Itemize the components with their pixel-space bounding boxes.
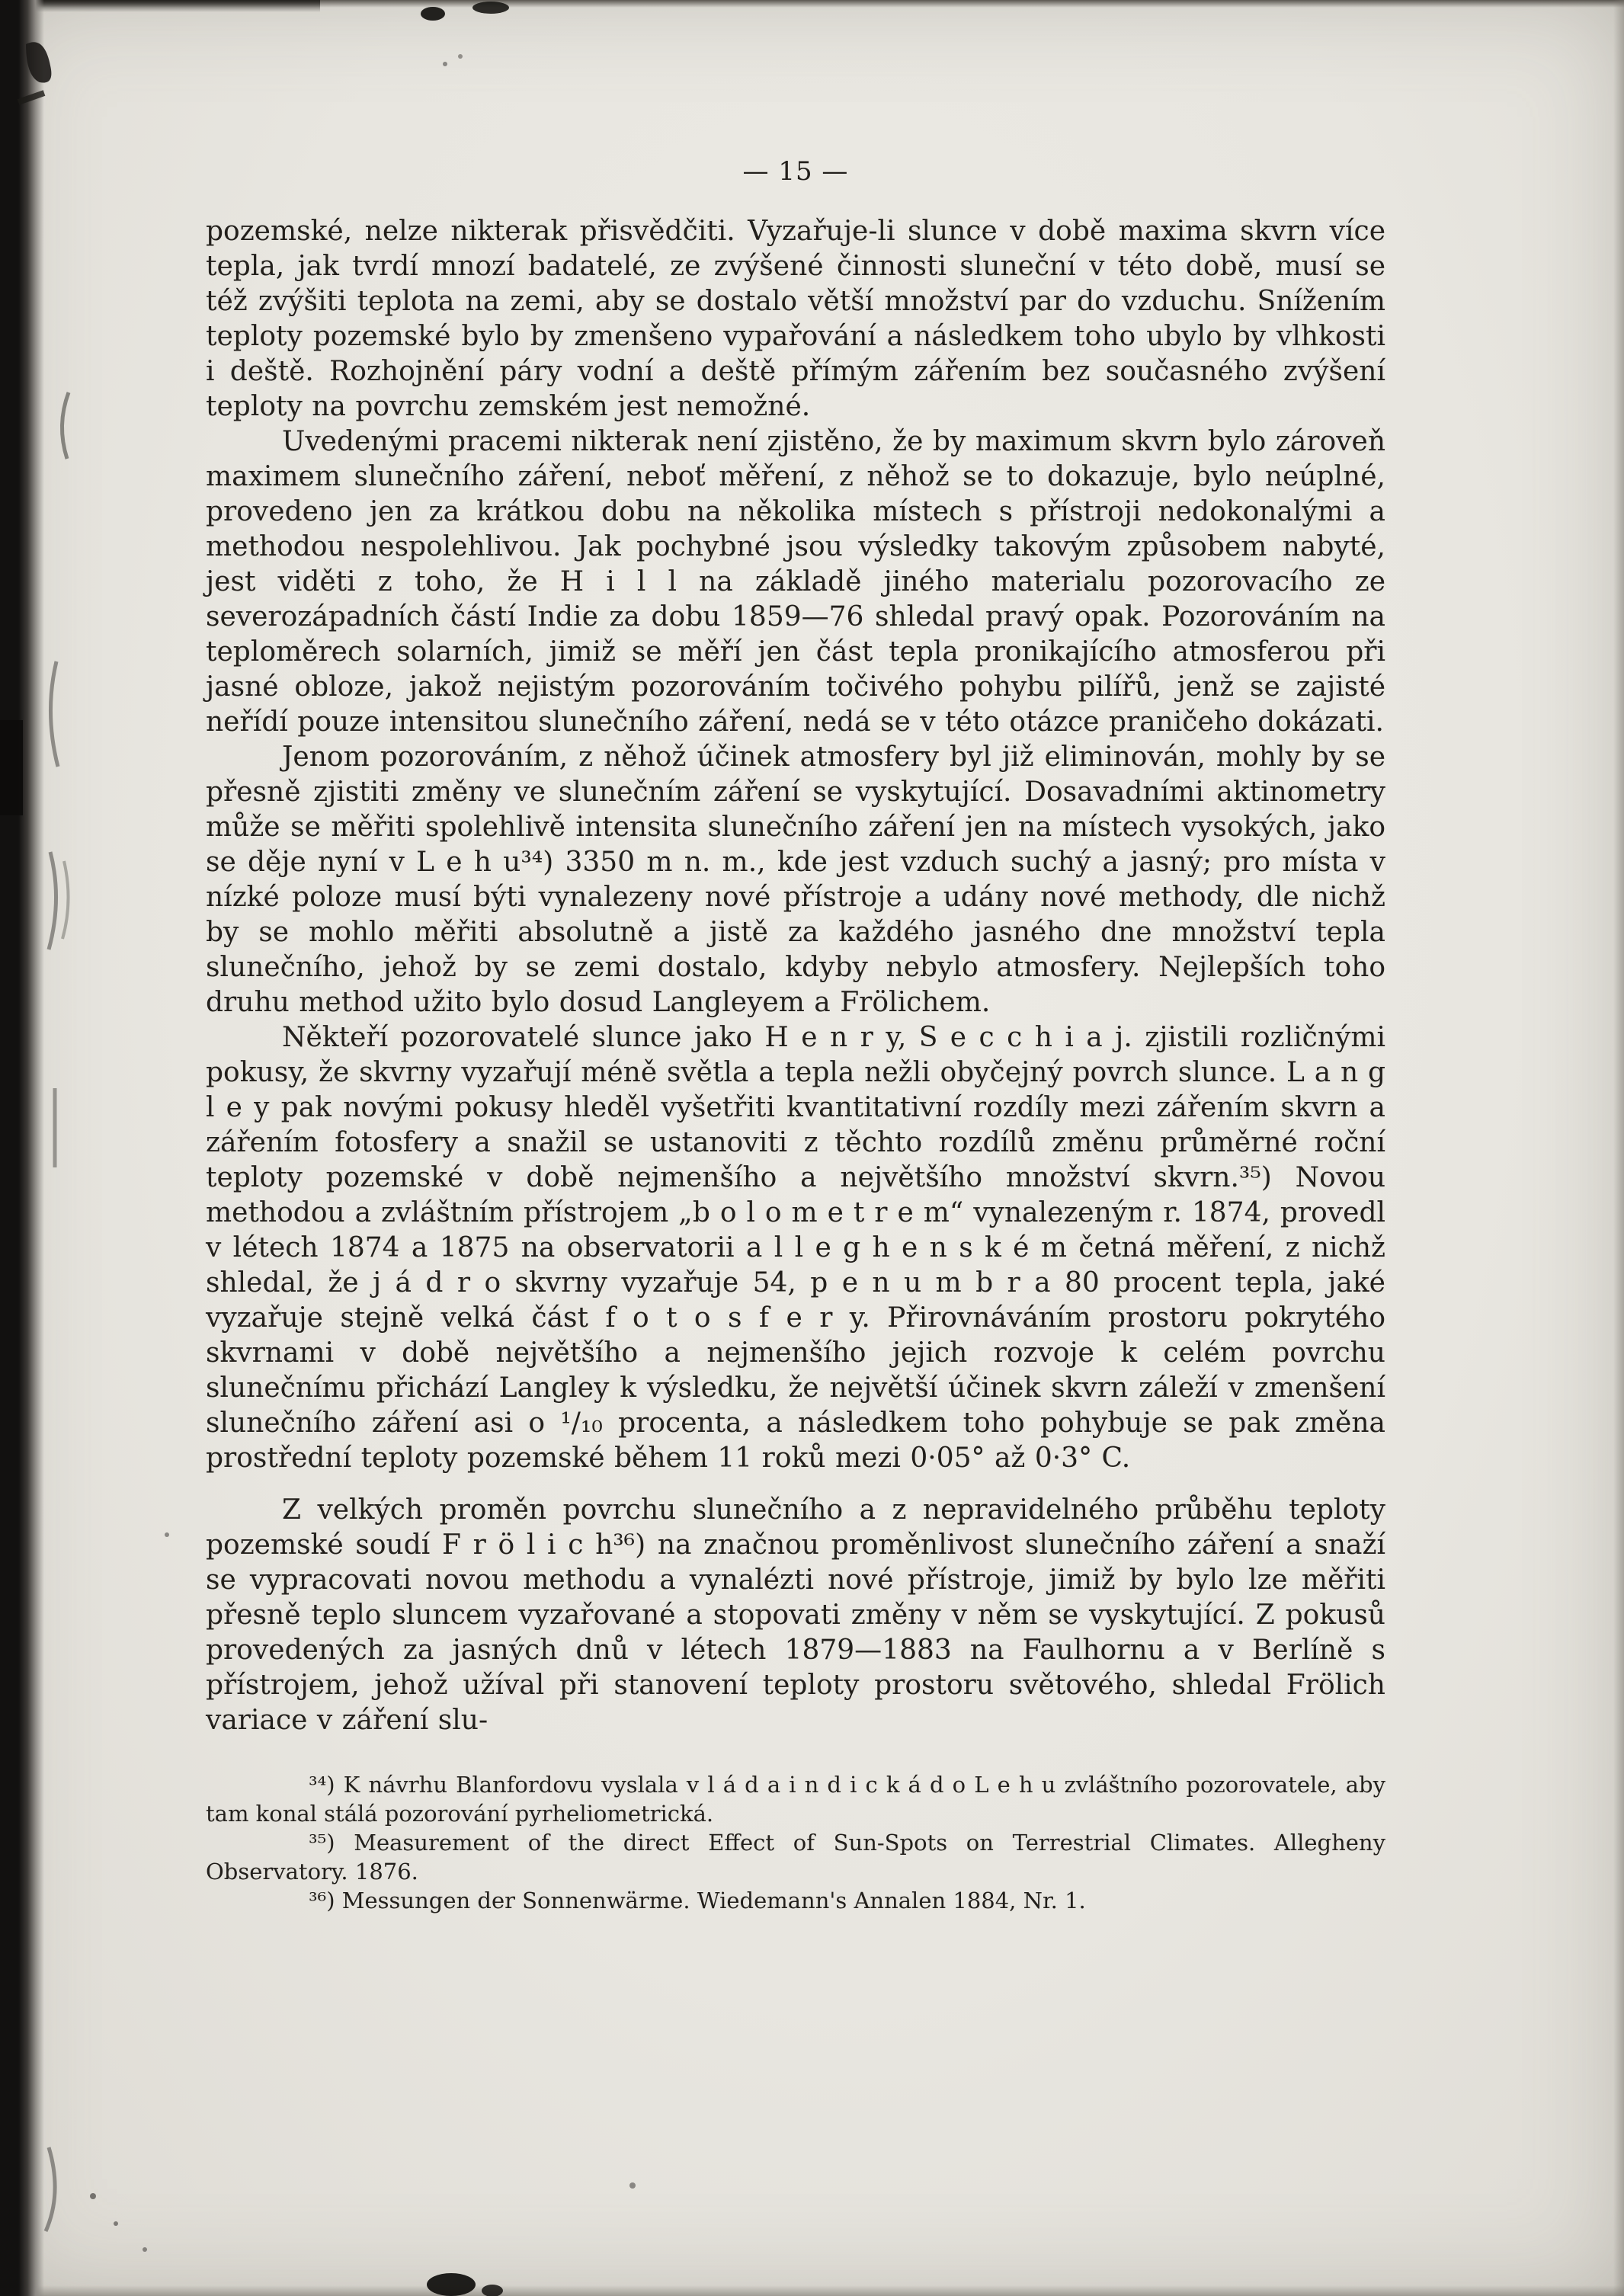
footnotes-section — [206, 1770, 1385, 1915]
page-number: — 15 — — [742, 156, 849, 187]
scan-top-edge-shadow — [0, 0, 320, 12]
paragraph: Uvedenými pracemi nikterak není zjistěno, že by maximum skvrn bylo zároveň maximem slunečního záření, neboť měření, z něhož se to dokazuje, bylo neúplné, provedeno jen za krátkou dobu na několika místech s přístroji nedokonalými a methodou nespolehlivou. Jak pochybné jsou výsledky takovým způsobem nabyté, jest viděti z toho, že H i l l na základě jiného materialu pozorovacího ze severozápadních částí Indie za dobu 1859—76 shledal pravý opak. Pozorováním na teploměrech solarních, jimiž se měří jen část tepla pronikajícího atmosferou při jasné obloze, jakož nejistým pozorováním točivého pohybu pilířů, jenž se zajisté neřídí pouze intensitou slunečního záření, nedá se v této otázce praničeho dokázati. — [206, 426, 1385, 738]
page-content — [206, 156, 1385, 1915]
scan-right-edge — [1613, 0, 1624, 2296]
footnote: ³⁶) Messungen der Sonnenwärme. Wiedemann's Annalen 1884, Nr. 1. — [309, 1888, 1086, 1913]
paragraph: Z velkých proměn povrchu slunečního a z nepravidelného průběhu teploty pozemské soudí F r ö l i c h³⁶) na značnou proměnlivost slunečního záření a snaží se vypracovati novou methodu a vynalézti nové přístroje, jimiž by bylo lze měřiti přesně teplo sluncem vyzařované a stopovati změny v něm se vyskytující. Z pokusů provedených za jasných dnů v létech 1879—1883 na Faulhornu a v Berlíně s přístrojem, jehož užíval při stanovení teploty prostoru světového, shledal Frölich variace v záření slu- — [206, 1494, 1385, 1736]
footnote: ³⁵) Measurement of the direct Effect of Sun-Spots on Terrestrial Climates. Allegheny Observatory. 1876. — [206, 1830, 1385, 1885]
footnote: ³⁴) K návrhu Blanfordovu vyslala v l á d a i n d i c k á d o L e h u zvláštního pozorovatele, aby tam konal stálá pozorování pyrheliometrická. — [206, 1772, 1385, 1827]
paragraph: Někteří pozorovatelé slunce jako H e n r y, S e c c h i a j. zjistili rozličnými pokusy, že skvrny vyzařují méně světla a tepla nežli obyčejný povrch slunce. L a n g l e y pak novými pokusy hleděl vyšetřiti kvantitativní rozdíly mezi zářením skvrn a zářením fotosfery a snažil se ustanoviti z těchto rozdílů změnu průměrné roční teploty pozemské v době nejmenšího a největšího množství skvrn.³⁵) Novou methodou a zvláštním přístrojem „b o l o m e t r e m“ vynalezeným r. 1874, provedl v létech 1874 a 1875 na observatorii a l l e g h e n s k é m četná měření, z nichž shledal, že j á d r o skvrny vyzařuje 54, p e n u m b r a 80 procent tepla, jaké vyzařuje stejně velká část f o t o s f e r y. Přirovnáváním prostoru pokrytého skvrnami v době největšího a nejmenšího jejich rozvoje k celém povrchu slunečnímu přichází Langley k výsledku, že největší účinek skvrn záleží v zmenšení slunečního záření asi o ¹/₁₀ procenta, a následkem toho pohybuje se pak změna prostřední teploty pozemské během 11 roků mezi 0·05° až 0·3° C. — [206, 1022, 1385, 1474]
scan-bottom-edge — [0, 2285, 1624, 2296]
book-binding-shadow — [0, 0, 44, 2296]
paragraph: Jenom pozorováním, z něhož účinek atmosfery byl již eliminován, mohly by se přesně zjistiti změny ve slunečním záření se vyskytující. Dosavadními aktinometry může se měřiti spolehlivě intensita slunečního záření jen na místech vysokých, jako se děje nyní v L e h u³⁴) 3350 m n. m., kde jest vzduch suchý a jasný; pro místa v nízké poloze musí býti vynalezeny nové přístroje a udány nové methody, dle nichž by se mohlo měřiti absolutně a jistě za každého jasného dne množství tepla slunečního, jehož by se zemi dostalo, kdyby nebylo atmosfery. Nejlepších toho druhu method užito bylo dosud Langleyem a Frölichem. — [206, 741, 1385, 1018]
paragraph: pozemské, nelze nikterak přisvědčiti. Vyzařuje-li slunce v době maxima skvrn více tepla, jak tvrdí mnozí badatelé, ze zvýšené činnosti sluneční v této době, musí se též zvýšiti teplota na zemi, aby se dostalo větší množství par do vzduchu. Snížením teploty pozemské bylo by zmenšeno vypařování a následkem toho ubylo by vlhkosti i deště. Rozhojnění páry vodní a deště přímým zářením bez současného zvýšení teploty na povrchu zemském jest nemožné. — [206, 216, 1385, 422]
